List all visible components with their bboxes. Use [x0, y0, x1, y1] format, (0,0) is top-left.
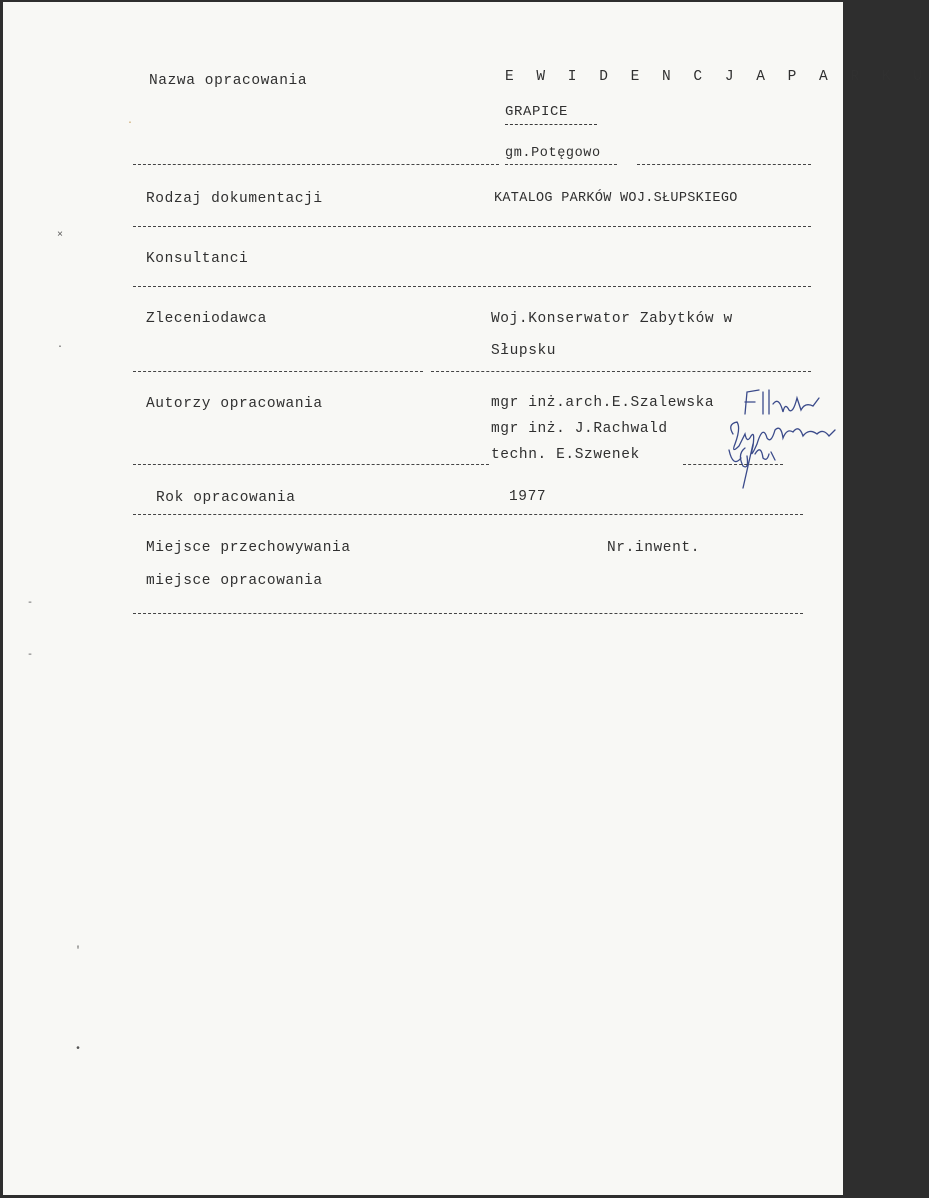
park-name: GRAPICE	[505, 104, 569, 120]
divider	[133, 226, 811, 227]
rok-label: Rok opracowania	[156, 490, 296, 506]
paper-speck: -	[27, 598, 34, 609]
paper-speck: '	[75, 946, 82, 957]
autorzy-label: Autorzy opracowania	[146, 396, 323, 412]
divider	[133, 286, 811, 287]
document-page	[3, 2, 929, 1195]
nazwa-label: Nazwa opracowania	[149, 73, 308, 89]
konsultanci-label: Konsultanci	[146, 251, 249, 267]
handwritten-signatures	[723, 384, 843, 494]
author-line: mgr inż.arch.E.Szalewska	[491, 395, 715, 411]
paper-speck: ×	[57, 230, 64, 241]
divider	[505, 164, 617, 165]
divider	[637, 164, 811, 165]
miejsce-label-line1: Miejsce przechowywania	[146, 540, 351, 556]
park-name-underline	[505, 124, 597, 125]
divider	[683, 464, 783, 465]
divider	[133, 464, 489, 465]
divider	[133, 613, 803, 614]
rodzaj-label: Rodzaj dokumentacji	[146, 191, 323, 207]
author-line: mgr inż. J.Rachwald	[491, 421, 668, 437]
miejsce-label-line2: miejsce opracowania	[146, 573, 323, 589]
author-line: techn. E.Szwenek	[491, 447, 640, 463]
paper-speck: ·	[127, 118, 134, 129]
divider	[133, 164, 499, 165]
divider	[133, 514, 803, 515]
document-title: E W I D E N C J A P A R K U	[505, 69, 929, 85]
rodzaj-value: KATALOG PARKÓW WOJ.SŁUPSKIEGO	[494, 191, 738, 206]
divider	[133, 371, 423, 372]
paper-speck: ·	[57, 342, 64, 353]
zleceniodawca-value-line2: Słupsku	[491, 343, 557, 359]
divider	[431, 371, 811, 372]
gmina-name: gm.Potęgowo	[505, 146, 601, 161]
paper-speck: •	[75, 1044, 82, 1055]
zleceniodawca-value-line1: Woj.Konserwator Zabytków w	[491, 311, 733, 327]
zleceniodawca-label: Zleceniodawca	[146, 311, 267, 327]
rok-value: 1977	[509, 489, 547, 505]
nr-inwent-label: Nr.inwent.	[607, 540, 701, 556]
paper-speck: -	[27, 650, 34, 661]
